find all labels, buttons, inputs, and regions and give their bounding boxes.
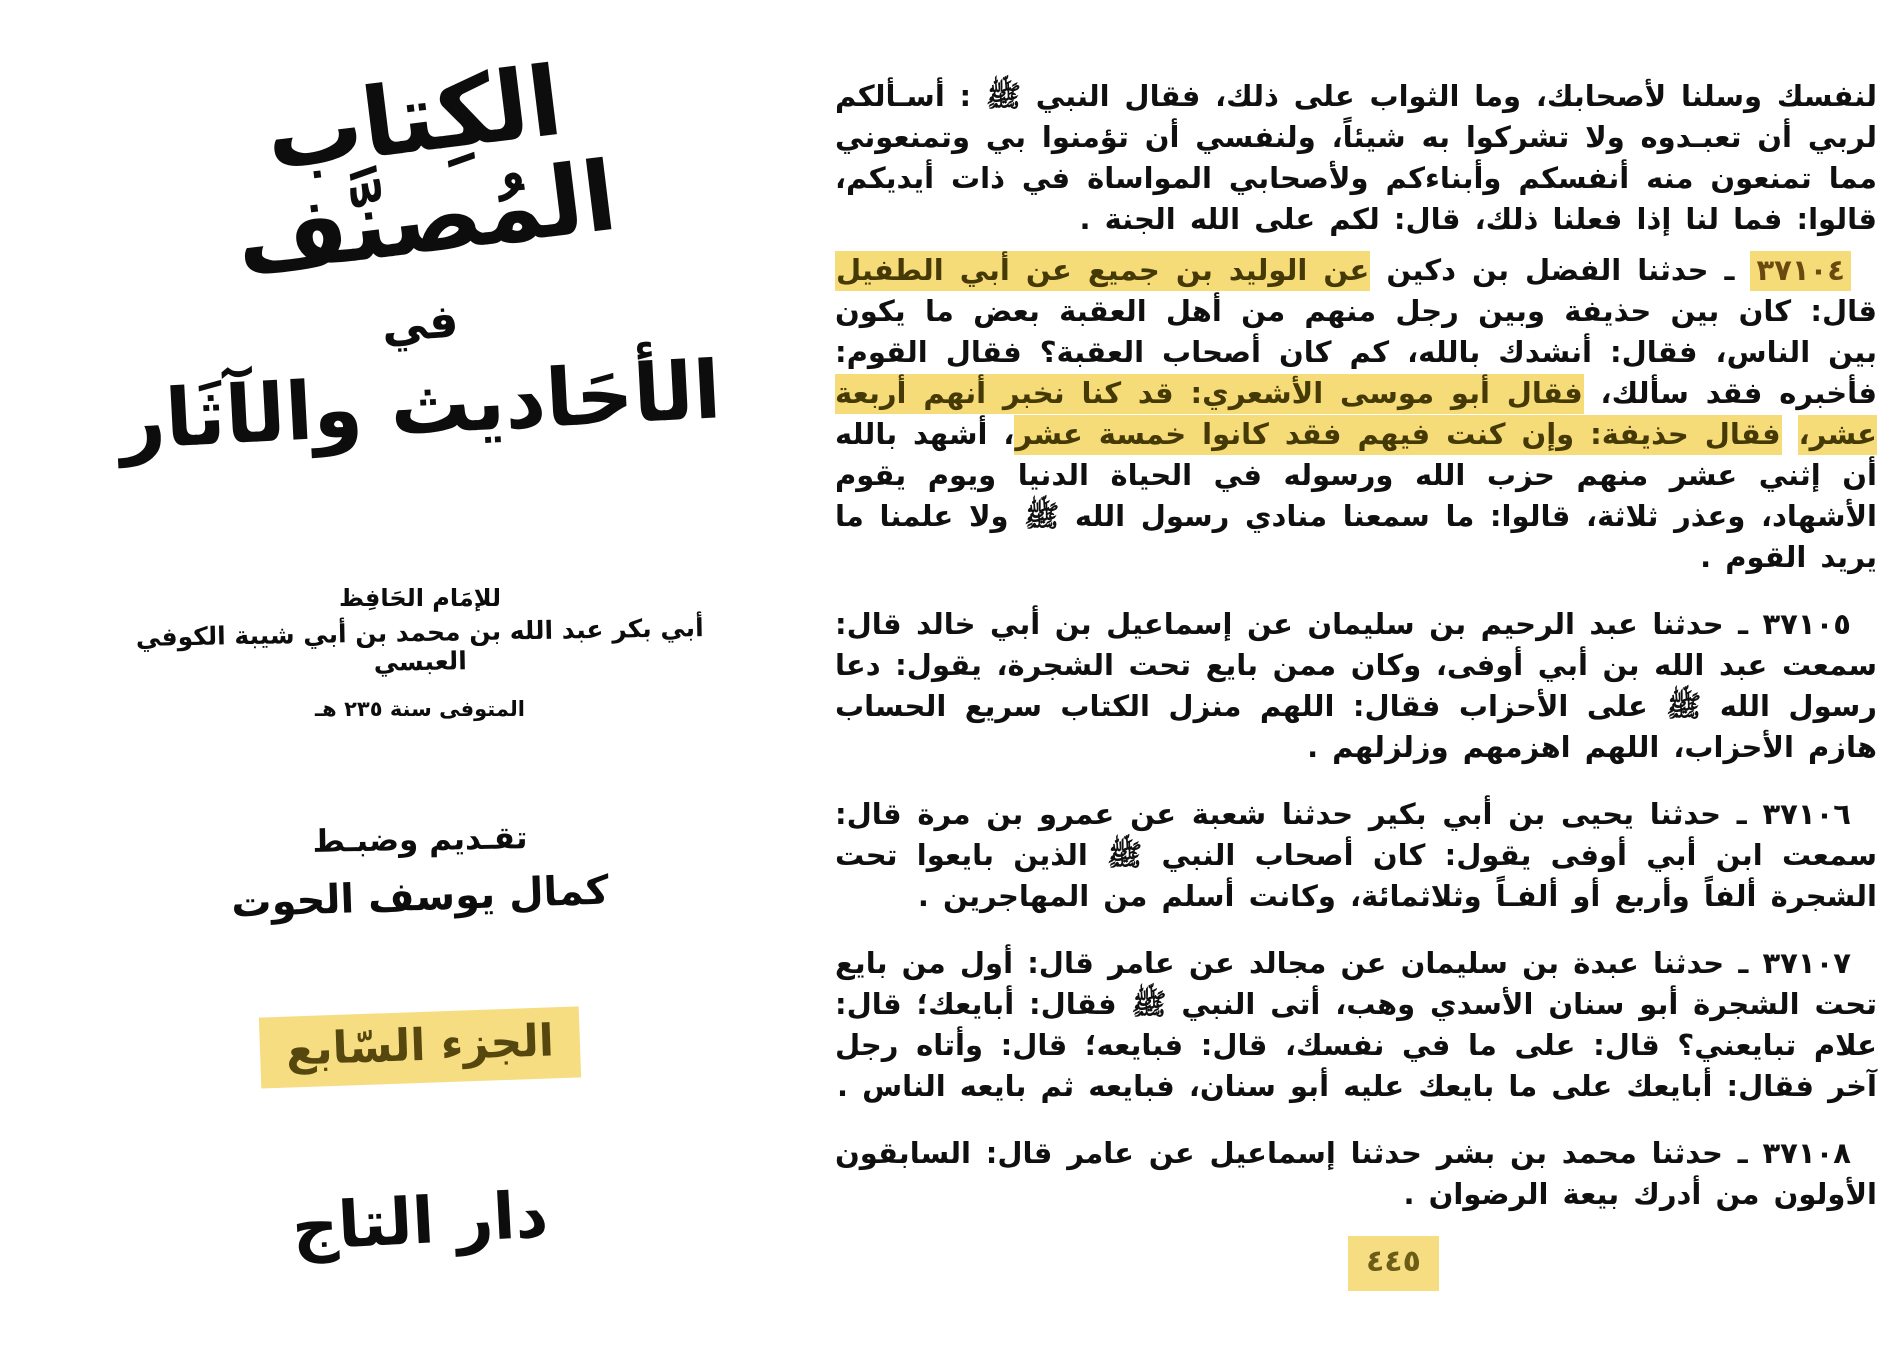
hadith-text-segment: ـ حدثنا الفضل بن دكين: [1370, 253, 1751, 287]
hudhayfa-highlight: فقال حذيفة: وإن كنت فيهم فقد كانوا خمسة عشر: [1014, 415, 1781, 455]
hadith-text-page: [835, 76, 1877, 1215]
hadith-number: ٣٧١٠٨: [1762, 1136, 1851, 1170]
book-title-fi: في: [379, 293, 461, 353]
hadith-number: ٣٧١٠٥: [1762, 607, 1851, 641]
hadith-text: ـ حدثنا عبدة بن سليمان عن مجالد عن عامر قال: أول من بايع تحت الشجرة أبو سنان الأسدي وهب، أتى النبي ﷺ فقال: أبايعك؛ قال: علام تبايعني؟ قال: على ما في نفسك، قال: فبايعه؛ قال: وأتاه رجل آخر فقال: أبايعك على ما بايعك عليه أبو سنان، فبايعه ثم بايعه الناس .: [835, 946, 1877, 1103]
hadith-number-highlighted: ٣٧١٠٤: [1750, 251, 1851, 291]
author-name: أبي بكر عبد الله بن محمد بن أبي شيبة الكوفي العبسي: [135, 613, 704, 677]
imam-byline: للإمَام الحَافِظ: [338, 584, 501, 612]
hadith-37104: [835, 250, 1877, 578]
book-title-sub: الأحَاديث والآثَار: [116, 343, 724, 468]
title-page: [0, 0, 800, 1365]
hadith-37108: [835, 1133, 1877, 1215]
editor-name: كمال يوسف الحوت: [230, 867, 610, 927]
hadith-text-segment: قال: كان بين حذيفة وبين رجل منهم من أهل العقبة بعض ما يكون بين الناس، فقال: أنشدك بالله، كم كان أصحاب العقبة؟ فقال القوم: فأخبره فقد سألك،: [835, 294, 1877, 410]
abu-musa-highlight: فقال أبو موسى الأشعري: قد كنا نخبر أنهم أربعة عشر،: [835, 374, 1877, 455]
volume-label-highlighted: الجزء السّابع: [259, 1006, 581, 1088]
paragraph-intro: لنفسك وسلنا لأصحابك، وما الثواب على ذلك، فقال النبي ﷺ : أسـألكم لربي أن تعبـدوه ولا تشركوا به شيئاً، ولنفسي أن تؤمنوا بي وتمنعوني مما تمنعون منه أنفسكم وأبناءكم ولأصحابي المواساة في ذات أيديكم، قالوا: فما لنا إذا فعلنا ذلك، قال: لكم على الله الجنة .: [835, 79, 1877, 236]
hadith-37105: [835, 604, 1877, 768]
hadith-text-segment: [1782, 417, 1798, 451]
hadith-text: ـ حدثنا يحيى بن أبي بكير حدثنا شعبة عن عمرو بن مرة قال: سمعت ابن أبي أوفى يقول: كان أصحاب النبي ﷺ الذين بايعوا تحت الشجرة ألفاً وأربع أو ألفـاً وثلاثمائة، وكانت أسلم من المهاجرين .: [835, 797, 1877, 913]
hadith-text: ـ حدثنا محمد بن بشر حدثنا إسماعيل عن عامر قال: السابقون الأولون من أدرك بيعة الرضوان .: [835, 1136, 1877, 1211]
tahqiq-label: تقـديم وضبـط: [312, 820, 528, 860]
hadith-number: ٣٧١٠٧: [1762, 946, 1851, 980]
hadith-number: ٣٧١٠٦: [1762, 797, 1851, 831]
publisher-logo-text: دار التاج: [290, 1178, 550, 1266]
isnad-highlight: عن الوليد بن جميع عن أبي الطفيل: [835, 251, 1370, 291]
hadith-text-segment: ، أشهد بالله أن إثني عشر منهم حزب الله ورسوله في الحياة الدنيا ويوم يقوم الأشهاد، وعذر ثلاثة، قالوا: ما سمعنا منادي رسول الله ﷺ ولا علمنا ما يريد القوم .: [835, 417, 1877, 574]
book-title-main: الكِتاب المُصنَّف: [229, 44, 623, 298]
page-number-highlighted: ٤٤٥: [1348, 1236, 1439, 1291]
death-date-note: المتوفى سنة ٢٣٥ هـ: [315, 697, 525, 721]
hadith-text: ـ حدثنا عبد الرحيم بن سليمان عن إسماعيل بن أبي خالد قال: سمعت عبد الله بن أبي أوفى، وكان ممن بايع تحت الشجرة، يقول: دعا رسول الله ﷺ على الأحزاب فقال: اللهم منزل الكتاب سريع الحساب هازم الأحزاب، اللهم اهزمهم وزلزلهم .: [835, 607, 1877, 764]
volume-wrap: [110, 1012, 730, 1083]
hadith-37106: [835, 794, 1877, 917]
hadith-37107: [835, 943, 1877, 1107]
